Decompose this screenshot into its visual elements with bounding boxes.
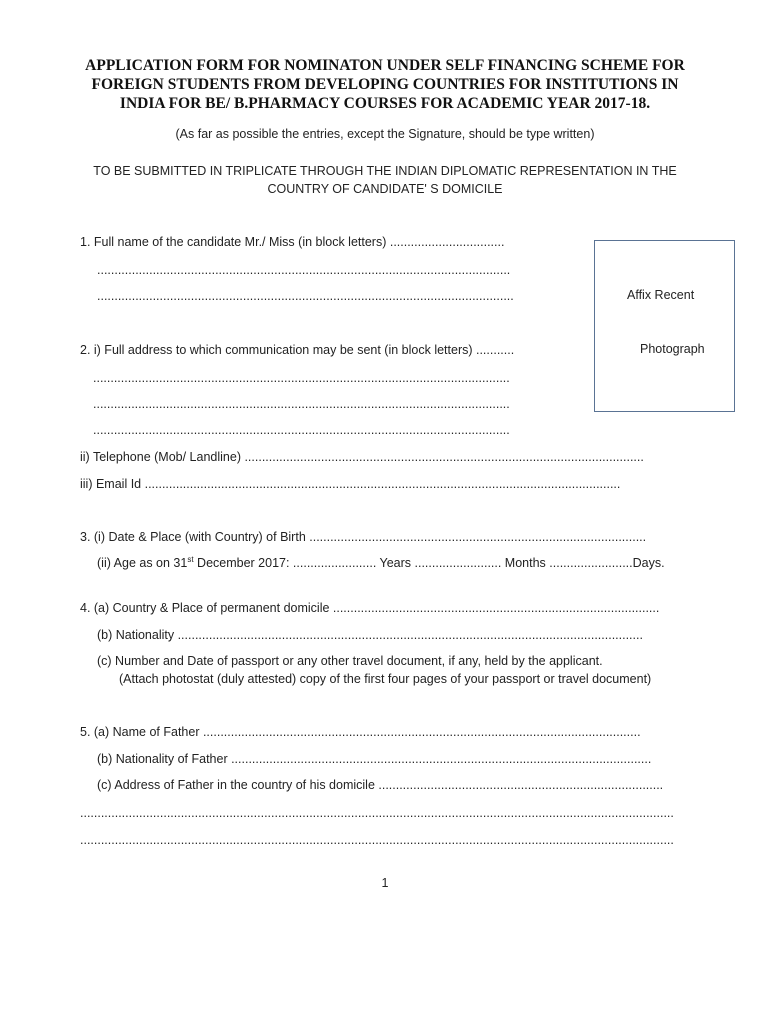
- age-label: (ii) Age as on 31: [97, 556, 188, 570]
- submission-note-line-2: COUNTRY OF CANDIDATE' S DOMICILE: [267, 182, 503, 196]
- age-superscript: st: [187, 554, 194, 564]
- father-address-field: (c) Address of Father in the country of his domicile ..................................................................................: [97, 778, 664, 792]
- full-name-continuation-1: .......................................................................................................................: [97, 263, 511, 277]
- address-continuation-1: ........................................................................................................................: [93, 371, 510, 385]
- passport-attach-note: (Attach photostat (duly attested) copy of the first four pages of your passport or travel document): [119, 672, 652, 686]
- page-number: 1: [381, 876, 389, 890]
- photo-label-line-2: Photograph: [640, 342, 705, 356]
- full-name-field: 1. Full name of the candidate Mr./ Miss (in block letters) .................................: [80, 235, 505, 249]
- address-field: 2. i) Full address to which communication may be sent (in block letters) ...........: [80, 343, 515, 357]
- father-address-continuation-1: ...........................................................................................................................................................................: [80, 806, 674, 820]
- passport-field: (c) Number and Date of passport or any other travel document, if any, held by the applicant.: [97, 654, 603, 668]
- nationality-field: (b) Nationality ......................................................................................................................................: [97, 628, 643, 642]
- father-address-continuation-2: ...........................................................................................................................................................................: [80, 833, 674, 847]
- address-continuation-2: ........................................................................................................................: [93, 397, 510, 411]
- father-nationality-field: (b) Nationality of Father .........................................................................................................................: [97, 752, 652, 766]
- full-name-continuation-2: ........................................................................................................................: [97, 289, 514, 303]
- form-title-line-3: INDIA FOR BE/ B.PHARMACY COURSES FOR ACADEMIC YEAR 2017-18.: [119, 95, 651, 112]
- birth-date-place-field: 3. (i) Date & Place (with Country) of Birth .................................................................................................: [80, 530, 647, 544]
- telephone-field: ii) Telephone (Mob/ Landline) ...................................................................................................................: [80, 450, 644, 464]
- email-field: iii) Email Id .........................................................................................................................................: [80, 477, 621, 491]
- typewritten-note: (As far as possible the entries, except the Signature, should be type written): [175, 127, 595, 141]
- photo-box: [594, 240, 735, 412]
- form-title-line-2: FOREIGN STUDENTS FROM DEVELOPING COUNTRIES FOR INSTITUTIONS IN: [91, 76, 679, 93]
- address-continuation-3: ........................................................................................................................: [93, 423, 510, 437]
- father-name-field: 5. (a) Name of Father ..............................................................................................................................: [80, 725, 641, 739]
- age-field: [97, 555, 665, 571]
- domicile-field: 4. (a) Country & Place of permanent domicile ..............................................................................................: [80, 601, 660, 615]
- submission-note-line-1: TO BE SUBMITTED IN TRIPLICATE THROUGH THE INDIAN DIPLOMATIC REPRESENTATION IN THE: [93, 164, 677, 178]
- age-blanks: December 2017: ........................ Years ......................... Months ........................Days.: [193, 556, 665, 570]
- form-title: [60, 56, 710, 113]
- form-title-line-1: APPLICATION FORM FOR NOMINATON UNDER SELF FINANCING SCHEME FOR: [85, 57, 685, 74]
- photo-label-line-1: Affix Recent: [627, 288, 695, 302]
